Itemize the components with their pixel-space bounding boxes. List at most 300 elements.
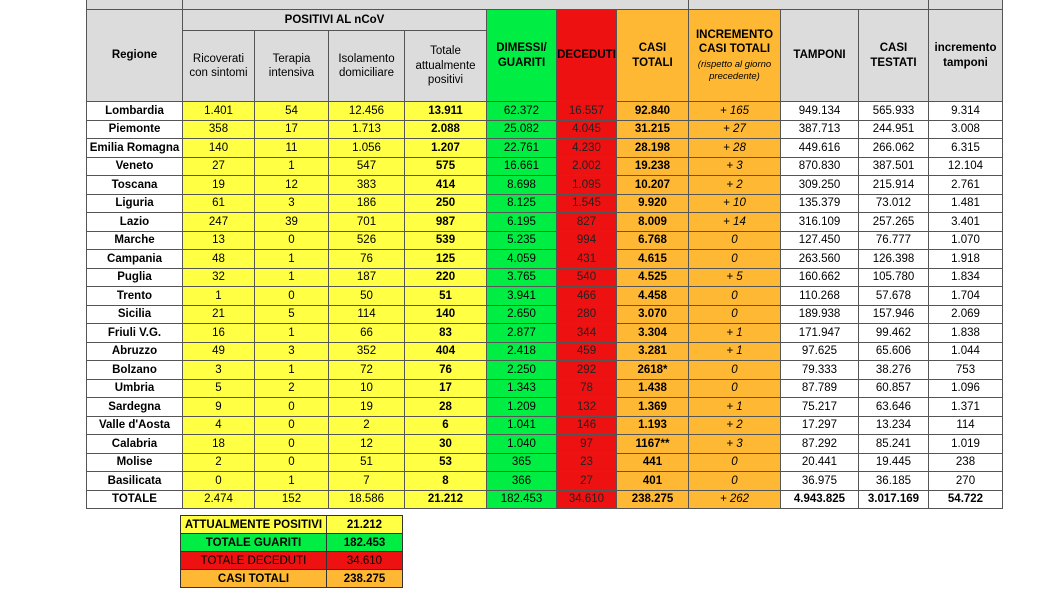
cell-isolamento: 76 [329, 250, 405, 269]
cell-casi-totali: 238.275 [617, 490, 689, 509]
cell-totale-positivi: 539 [405, 231, 487, 250]
cell-incremento-tamponi: 1.704 [929, 287, 1003, 306]
cell-incremento-tamponi: 238 [929, 453, 1003, 472]
cell-tamponi: 127.450 [781, 231, 859, 250]
cell-deceduti: 827 [557, 213, 617, 232]
summary-value: 21.212 [327, 516, 403, 534]
cell-terapia: 152 [255, 490, 329, 509]
header-top-strip [87, 0, 1003, 10]
cell-terapia: 1 [255, 472, 329, 491]
cell-totale-positivi: 76 [405, 361, 487, 380]
cell-terapia: 39 [255, 213, 329, 232]
cell-incremento: 0 [689, 287, 781, 306]
cell-incremento: + 10 [689, 194, 781, 213]
cell-casi-testati: 99.462 [859, 324, 929, 343]
cell-isolamento: 114 [329, 305, 405, 324]
cell-totale-positivi: 987 [405, 213, 487, 232]
cell-dimessi: 365 [487, 453, 557, 472]
cell-ricoverati: 21 [183, 305, 255, 324]
cell-terapia: 1 [255, 157, 329, 176]
table-row [87, 139, 1003, 158]
cell-tamponi: 309.250 [781, 176, 859, 195]
cell-totale-positivi: 28 [405, 398, 487, 417]
summary-row [181, 516, 403, 534]
header-casi-testati: CASI TESTATI [859, 10, 929, 102]
cell-regione: Abruzzo [87, 342, 183, 361]
cell-deceduti: 34.610 [557, 490, 617, 509]
cell-deceduti: 132 [557, 398, 617, 417]
cell-casi-totali: 92.840 [617, 102, 689, 121]
cell-isolamento: 7 [329, 472, 405, 491]
cell-ricoverati: 61 [183, 194, 255, 213]
cell-regione: Molise [87, 453, 183, 472]
header-incremento [689, 10, 781, 102]
cell-deceduti: 16.557 [557, 102, 617, 121]
table-row [87, 398, 1003, 417]
total-row [87, 490, 1003, 509]
summary-table [180, 515, 403, 588]
cell-casi-testati: 19.445 [859, 453, 929, 472]
cell-dimessi: 1.041 [487, 416, 557, 435]
summary-value: 182.453 [327, 534, 403, 552]
cell-tamponi: 87.789 [781, 379, 859, 398]
cell-isolamento: 701 [329, 213, 405, 232]
table-row [87, 250, 1003, 269]
cell-totale-positivi: 6 [405, 416, 487, 435]
table-row [87, 157, 1003, 176]
cell-casi-testati: 13.234 [859, 416, 929, 435]
cell-tamponi: 97.625 [781, 342, 859, 361]
cell-regione: Valle d'Aosta [87, 416, 183, 435]
cell-incremento: + 165 [689, 102, 781, 121]
cell-deceduti: 4.045 [557, 120, 617, 139]
cell-incremento: + 2 [689, 176, 781, 195]
cell-casi-testati: 85.241 [859, 435, 929, 454]
header-terapia: Terapia intensiva [255, 31, 329, 102]
cell-terapia: 2 [255, 379, 329, 398]
cell-casi-totali: 28.198 [617, 139, 689, 158]
cell-dimessi: 8.125 [487, 194, 557, 213]
cell-isolamento: 18.586 [329, 490, 405, 509]
cell-dimessi: 1.040 [487, 435, 557, 454]
table-row [87, 324, 1003, 343]
cell-totale-positivi: 53 [405, 453, 487, 472]
cell-ricoverati: 247 [183, 213, 255, 232]
cell-regione: Calabria [87, 435, 183, 454]
cell-casi-totali: 3.281 [617, 342, 689, 361]
cell-casi-testati: 565.933 [859, 102, 929, 121]
cell-dimessi: 1.209 [487, 398, 557, 417]
cell-totale-positivi: 404 [405, 342, 487, 361]
summary-label: ATTUALMENTE POSITIVI [181, 516, 327, 534]
cell-tamponi: 263.560 [781, 250, 859, 269]
cell-regione: TOTALE [87, 490, 183, 509]
cell-casi-testati: 38.276 [859, 361, 929, 380]
cell-isolamento: 526 [329, 231, 405, 250]
cell-casi-testati: 57.678 [859, 287, 929, 306]
cell-casi-testati: 3.017.169 [859, 490, 929, 509]
cell-isolamento: 51 [329, 453, 405, 472]
cell-dimessi: 2.250 [487, 361, 557, 380]
header-top-cell [183, 0, 689, 10]
cell-totale-positivi: 21.212 [405, 490, 487, 509]
cell-incremento: 0 [689, 250, 781, 269]
cell-dimessi: 8.698 [487, 176, 557, 195]
table-row [87, 472, 1003, 491]
cell-tamponi: 75.217 [781, 398, 859, 417]
table-row [87, 342, 1003, 361]
table-row [87, 194, 1003, 213]
cell-dimessi: 2.877 [487, 324, 557, 343]
cell-incremento: + 2 [689, 416, 781, 435]
cell-tamponi: 135.379 [781, 194, 859, 213]
summary-value: 238.275 [327, 570, 403, 588]
cell-casi-testati: 266.062 [859, 139, 929, 158]
cell-casi-totali: 1167** [617, 435, 689, 454]
cell-isolamento: 66 [329, 324, 405, 343]
cell-incremento-tamponi: 1.019 [929, 435, 1003, 454]
cell-ricoverati: 27 [183, 157, 255, 176]
cell-terapia: 12 [255, 176, 329, 195]
cell-incremento: + 1 [689, 342, 781, 361]
cell-incremento-tamponi: 54.722 [929, 490, 1003, 509]
cell-regione: Campania [87, 250, 183, 269]
cell-totale-positivi: 2.088 [405, 120, 487, 139]
cell-incremento-tamponi: 270 [929, 472, 1003, 491]
cell-casi-totali: 2618* [617, 361, 689, 380]
cell-incremento-tamponi: 753 [929, 361, 1003, 380]
cell-isolamento: 12.456 [329, 102, 405, 121]
cell-casi-testati: 60.857 [859, 379, 929, 398]
cell-dimessi: 22.761 [487, 139, 557, 158]
cell-casi-totali: 1.369 [617, 398, 689, 417]
cell-casi-totali: 19.238 [617, 157, 689, 176]
cell-regione: Lombardia [87, 102, 183, 121]
cell-incremento: + 1 [689, 398, 781, 417]
cell-deceduti: 78 [557, 379, 617, 398]
cell-isolamento: 1.713 [329, 120, 405, 139]
cell-tamponi: 387.713 [781, 120, 859, 139]
cell-terapia: 0 [255, 453, 329, 472]
header-casi-totali: CASI TOTALI [617, 10, 689, 102]
cell-tamponi: 449.616 [781, 139, 859, 158]
cell-terapia: 0 [255, 398, 329, 417]
cell-deceduti: 292 [557, 361, 617, 380]
cell-deceduti: 994 [557, 231, 617, 250]
cell-casi-totali: 3.070 [617, 305, 689, 324]
cell-terapia: 1 [255, 324, 329, 343]
summary-label: TOTALE DECEDUTI [181, 552, 327, 570]
cell-isolamento: 2 [329, 416, 405, 435]
cell-casi-totali: 441 [617, 453, 689, 472]
cell-incremento: 0 [689, 453, 781, 472]
cell-totale-positivi: 140 [405, 305, 487, 324]
cell-dimessi: 25.082 [487, 120, 557, 139]
table-row [87, 361, 1003, 380]
cell-regione: Friuli V.G. [87, 324, 183, 343]
header-totale-positivi: Totale attualmente positivi [405, 31, 487, 102]
cell-tamponi: 949.134 [781, 102, 859, 121]
cell-ricoverati: 0 [183, 472, 255, 491]
cell-dimessi: 3.941 [487, 287, 557, 306]
cell-totale-positivi: 30 [405, 435, 487, 454]
cell-deceduti: 146 [557, 416, 617, 435]
cell-dimessi: 182.453 [487, 490, 557, 509]
cell-casi-totali: 31.215 [617, 120, 689, 139]
cell-ricoverati: 16 [183, 324, 255, 343]
cell-casi-totali: 8.009 [617, 213, 689, 232]
cell-totale-positivi: 575 [405, 157, 487, 176]
cell-terapia: 1 [255, 361, 329, 380]
cell-tamponi: 316.109 [781, 213, 859, 232]
cell-dimessi: 3.765 [487, 268, 557, 287]
header-ricoverati: Ricoverati con sintomi [183, 31, 255, 102]
cell-regione: Lazio [87, 213, 183, 232]
cell-ricoverati: 48 [183, 250, 255, 269]
cell-dimessi: 4.059 [487, 250, 557, 269]
table-row [87, 268, 1003, 287]
cell-isolamento: 186 [329, 194, 405, 213]
summary-label: TOTALE GUARITI [181, 534, 327, 552]
cell-incremento-tamponi: 1.371 [929, 398, 1003, 417]
header-row-1 [87, 10, 1003, 31]
cell-totale-positivi: 414 [405, 176, 487, 195]
cell-isolamento: 50 [329, 287, 405, 306]
cell-incremento-tamponi: 1.070 [929, 231, 1003, 250]
cell-isolamento: 72 [329, 361, 405, 380]
cell-incremento: 0 [689, 379, 781, 398]
cell-incremento-tamponi: 1.481 [929, 194, 1003, 213]
cell-casi-totali: 1.193 [617, 416, 689, 435]
cell-dimessi: 62.372 [487, 102, 557, 121]
cell-dimessi: 366 [487, 472, 557, 491]
cell-incremento: + 27 [689, 120, 781, 139]
cell-tamponi: 160.662 [781, 268, 859, 287]
cell-terapia: 54 [255, 102, 329, 121]
header-top-cell [87, 0, 183, 10]
header-incremento-note: (rispetto al giorno precedente) [697, 58, 772, 82]
cell-tamponi: 79.333 [781, 361, 859, 380]
cell-incremento-tamponi: 2.069 [929, 305, 1003, 324]
cell-totale-positivi: 8 [405, 472, 487, 491]
cell-ricoverati: 5 [183, 379, 255, 398]
cell-casi-testati: 105.780 [859, 268, 929, 287]
table-row [87, 287, 1003, 306]
cell-incremento-tamponi: 1.838 [929, 324, 1003, 343]
cell-regione: Toscana [87, 176, 183, 195]
table-row [87, 102, 1003, 121]
header-top-cell [929, 0, 1003, 10]
cell-ricoverati: 4 [183, 416, 255, 435]
header-incremento-label: INCREMENTO CASI TOTALI [695, 28, 774, 56]
cell-casi-testati: 126.398 [859, 250, 929, 269]
header-deceduti: DECEDUTI [557, 10, 617, 102]
cell-incremento-tamponi: 12.104 [929, 157, 1003, 176]
cell-totale-positivi: 1.207 [405, 139, 487, 158]
cell-incremento: + 28 [689, 139, 781, 158]
cell-deceduti: 1.095 [557, 176, 617, 195]
cell-casi-testati: 215.914 [859, 176, 929, 195]
cell-deceduti: 23 [557, 453, 617, 472]
cell-regione: Umbria [87, 379, 183, 398]
summary-label: CASI TOTALI [181, 570, 327, 588]
cell-casi-testati: 65.606 [859, 342, 929, 361]
cell-isolamento: 19 [329, 398, 405, 417]
cell-isolamento: 547 [329, 157, 405, 176]
cell-casi-totali: 10.207 [617, 176, 689, 195]
cell-casi-testati: 387.501 [859, 157, 929, 176]
cell-casi-totali: 4.615 [617, 250, 689, 269]
cell-casi-testati: 73.012 [859, 194, 929, 213]
summary-row [181, 570, 403, 588]
cell-incremento: 0 [689, 231, 781, 250]
cell-tamponi: 36.975 [781, 472, 859, 491]
cell-deceduti: 459 [557, 342, 617, 361]
cell-incremento-tamponi: 2.761 [929, 176, 1003, 195]
cell-totale-positivi: 125 [405, 250, 487, 269]
cell-terapia: 5 [255, 305, 329, 324]
cell-incremento-tamponi: 9.314 [929, 102, 1003, 121]
cell-casi-testati: 244.951 [859, 120, 929, 139]
cell-ricoverati: 1 [183, 287, 255, 306]
table-row [87, 213, 1003, 232]
cell-incremento: 0 [689, 472, 781, 491]
cell-dimessi: 16.661 [487, 157, 557, 176]
cell-casi-testati: 63.646 [859, 398, 929, 417]
cell-incremento-tamponi: 1.044 [929, 342, 1003, 361]
cell-incremento-tamponi: 1.918 [929, 250, 1003, 269]
cell-regione: Basilicata [87, 472, 183, 491]
cell-casi-totali: 4.458 [617, 287, 689, 306]
cell-ricoverati: 18 [183, 435, 255, 454]
cell-isolamento: 1.056 [329, 139, 405, 158]
cell-ricoverati: 3 [183, 361, 255, 380]
cell-ricoverati: 2 [183, 453, 255, 472]
cell-dimessi: 2.418 [487, 342, 557, 361]
cell-deceduti: 431 [557, 250, 617, 269]
cell-deceduti: 466 [557, 287, 617, 306]
cell-tamponi: 189.938 [781, 305, 859, 324]
cell-casi-testati: 36.185 [859, 472, 929, 491]
cell-dimessi: 6.195 [487, 213, 557, 232]
cell-incremento-tamponi: 1.096 [929, 379, 1003, 398]
cell-incremento: 0 [689, 361, 781, 380]
cell-ricoverati: 140 [183, 139, 255, 158]
cell-casi-totali: 1.438 [617, 379, 689, 398]
cell-terapia: 0 [255, 231, 329, 250]
header-regione: Regione [87, 10, 183, 102]
cell-tamponi: 17.297 [781, 416, 859, 435]
header-dimessi: DIMESSI/ GUARITI [487, 10, 557, 102]
cell-ricoverati: 2.474 [183, 490, 255, 509]
table-row [87, 379, 1003, 398]
cell-terapia: 11 [255, 139, 329, 158]
cell-incremento: + 14 [689, 213, 781, 232]
cell-regione: Sicilia [87, 305, 183, 324]
table-row [87, 231, 1003, 250]
table-row [87, 120, 1003, 139]
cell-incremento-tamponi: 3.401 [929, 213, 1003, 232]
cell-terapia: 0 [255, 416, 329, 435]
cell-tamponi: 110.268 [781, 287, 859, 306]
cell-incremento-tamponi: 6.315 [929, 139, 1003, 158]
header-incremento-tamponi: incremento tamponi [929, 10, 1003, 102]
cell-isolamento: 12 [329, 435, 405, 454]
cell-incremento: + 1 [689, 324, 781, 343]
header-top-cell [689, 0, 929, 10]
cell-incremento: + 262 [689, 490, 781, 509]
cell-deceduti: 2.002 [557, 157, 617, 176]
cell-terapia: 3 [255, 342, 329, 361]
summary-row [181, 534, 403, 552]
header-tamponi: TAMPONI [781, 10, 859, 102]
cell-totale-positivi: 83 [405, 324, 487, 343]
cell-regione: Bolzano [87, 361, 183, 380]
cell-ricoverati: 13 [183, 231, 255, 250]
summary-value: 34.610 [327, 552, 403, 570]
cell-casi-testati: 157.946 [859, 305, 929, 324]
table-body [87, 102, 1003, 509]
cell-totale-positivi: 220 [405, 268, 487, 287]
cell-totale-positivi: 13.911 [405, 102, 487, 121]
cell-terapia: 1 [255, 250, 329, 269]
cell-deceduti: 344 [557, 324, 617, 343]
cell-deceduti: 540 [557, 268, 617, 287]
cell-casi-testati: 76.777 [859, 231, 929, 250]
cell-deceduti: 4.230 [557, 139, 617, 158]
cell-totale-positivi: 51 [405, 287, 487, 306]
regional-data-table [86, 0, 1003, 509]
table-row [87, 453, 1003, 472]
cell-regione: Veneto [87, 157, 183, 176]
cell-ricoverati: 32 [183, 268, 255, 287]
cell-tamponi: 87.292 [781, 435, 859, 454]
cell-incremento: + 3 [689, 157, 781, 176]
cell-deceduti: 97 [557, 435, 617, 454]
table-row [87, 416, 1003, 435]
cell-incremento: + 5 [689, 268, 781, 287]
table-row [87, 176, 1003, 195]
cell-terapia: 3 [255, 194, 329, 213]
header-isolamento: Isolamento domiciliare [329, 31, 405, 102]
cell-regione: Marche [87, 231, 183, 250]
cell-casi-totali: 4.525 [617, 268, 689, 287]
cell-isolamento: 187 [329, 268, 405, 287]
cell-incremento: + 3 [689, 435, 781, 454]
cell-terapia: 1 [255, 268, 329, 287]
cell-isolamento: 352 [329, 342, 405, 361]
cell-regione: Liguria [87, 194, 183, 213]
cell-deceduti: 1.545 [557, 194, 617, 213]
cell-deceduti: 27 [557, 472, 617, 491]
cell-dimessi: 5.235 [487, 231, 557, 250]
cell-incremento-tamponi: 3.008 [929, 120, 1003, 139]
cell-tamponi: 870.830 [781, 157, 859, 176]
cell-incremento: 0 [689, 305, 781, 324]
cell-regione: Sardegna [87, 398, 183, 417]
cell-ricoverati: 49 [183, 342, 255, 361]
summary-row [181, 552, 403, 570]
cell-tamponi: 4.943.825 [781, 490, 859, 509]
table-row [87, 435, 1003, 454]
cell-casi-totali: 3.304 [617, 324, 689, 343]
cell-deceduti: 280 [557, 305, 617, 324]
cell-casi-totali: 401 [617, 472, 689, 491]
cell-incremento-tamponi: 1.834 [929, 268, 1003, 287]
table-row [87, 305, 1003, 324]
cell-terapia: 0 [255, 435, 329, 454]
cell-ricoverati: 1.401 [183, 102, 255, 121]
